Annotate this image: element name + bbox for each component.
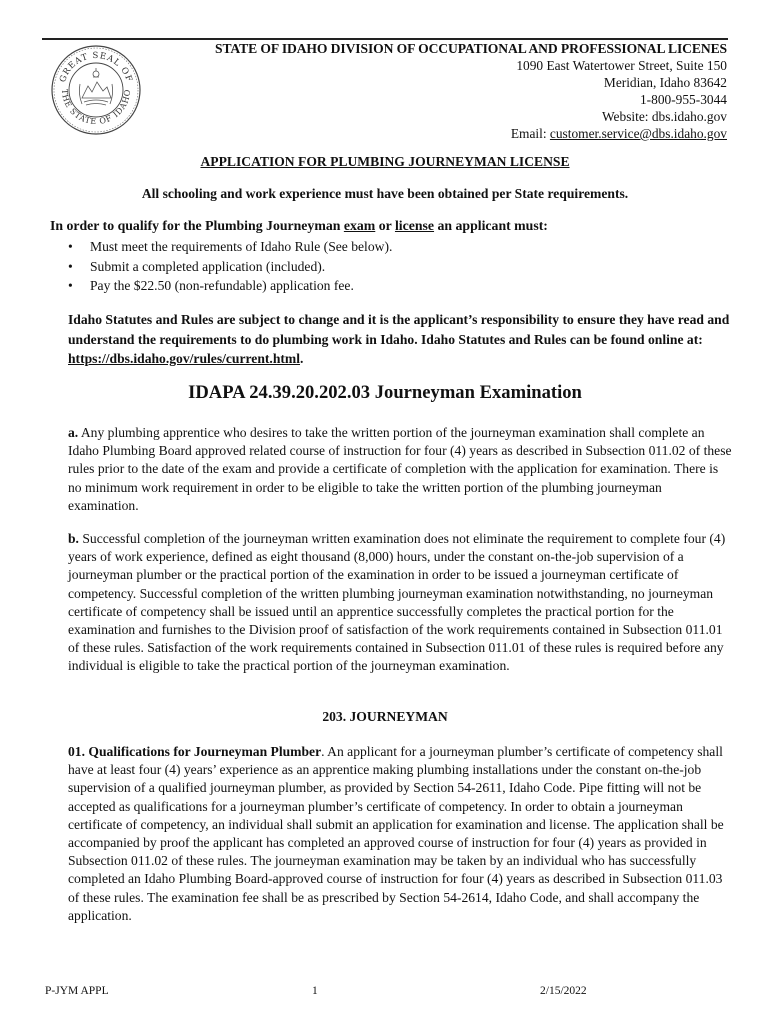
paragraph-01: 01. Qualifications for Journeyman Plumber. An applicant for a journeyman plumber’s certificate of competency shall have at least four (4) years’ experience as an apprentice making plumbing installations under the constant on-the-job supervision of a qualified journeyman plumber, as provided by Section 54-2611, Idaho Code. Pipe fitting will not be accepted as qualifications for a journeyman plumber’s certificate of competency. In order to obtain a journeyman certificate of competency, an individual shall submit an application for examination and license. The application shall be accompanied by proof the applicant has completed an approved course of instruction for four (4) years as provided in Subsection 011.02 of these rules. The journeyman examination may be taken by an individual who has successfully completed an Idaho Plumbing Board-approved course of instruction for four (4) years as described in Subsection 011.03 of these rules. The examination fee shall be as prescribed by Section 54-2614, Idaho Code, and shall accompany the application. xyxy=(68,744,724,923)
phone-number: 1-800-955-3044 xyxy=(639,92,727,107)
list-item: • Must meet the requirements of Idaho Rule (See below). xyxy=(68,237,392,257)
paragraph-a: a. Any plumbing apprentice who desires to take the written portion of the journeyman examination shall complete an Idaho Plumbing Board approved related course of instruction for four (4) years as described in Subsection 011.02 of these rules prior to the date of the exam and provide a certificate of completion with the application for examination. There is no minimum work requirement in order to be eligible to take the written portion of the plumbing journeyman examination. xyxy=(68,425,732,513)
requirements-list xyxy=(68,237,392,296)
list-item: • Submit a completed application (included). xyxy=(68,257,392,277)
footer-form-id: P-JYM APPL xyxy=(45,985,109,997)
qualify-heading: In order to qualify for the Plumbing Journeyman exam or license an applicant must: xyxy=(50,218,548,233)
paragraph-b-label: b. xyxy=(68,531,79,546)
exam-word: exam xyxy=(343,218,376,233)
application-title: APPLICATION FOR PLUMBING JOURNEYMAN LICENSE xyxy=(200,154,570,169)
header-rule xyxy=(42,38,728,40)
license-word: license xyxy=(394,218,435,233)
address-street: 1090 East Watertower Street, Suite 150 xyxy=(516,58,727,73)
paragraph-a-label: a. xyxy=(68,425,79,440)
bullet-icon: • xyxy=(68,258,73,274)
email-link[interactable]: customer.service@dbs.idaho.gov xyxy=(549,126,727,141)
agency-name: STATE OF IDAHO DIVISION OF OCCUPATIONAL AND PROFESSIONAL LICENES xyxy=(214,41,727,56)
requirements-notice: All schooling and work experience must have been obtained per State requirements. xyxy=(141,186,629,201)
email-line xyxy=(511,125,727,142)
idaho-state-seal xyxy=(50,44,142,136)
statutes-notice: Idaho Statutes and Rules are subject to change and it is the applicant’s responsibility to ensure they have read and understand the requirements to do plumbing work in Idaho. Idaho Statutes and Rules can be found online at: https://dbs.idaho.gov/rules/current.html. xyxy=(68,312,730,366)
paragraph-b: b. Successful completion of the journeyman written examination does not eliminate the requirement to complete four (4) years of work experience, defined as eight thousand (8,000) hours, under the constant on-the-job supervision of a journeyman plumber or the practical portion of the examination in order to be issued a journeyman certificate of competency. Successful completion of the written plumbing journeyman examination notwithstanding, no journeyman certificate of competency shall be issued until an apprentice successfully completes the practical portion for the examination and furnishes to the Division proof of satisfaction of the work requirements contained in Subsection 011.01 of these rules. Satisfaction of the work requirements contained in Subsection 011.01 of these rules is required before any individual is eligible to take the practical portion of the journeyman examination. xyxy=(68,531,726,674)
email-label: Email: xyxy=(510,126,550,141)
rules-url-link[interactable]: https://dbs.idaho.gov/rules/current.html xyxy=(68,351,301,366)
bullet-icon: • xyxy=(68,239,73,254)
website: Website: dbs.idaho.gov xyxy=(601,109,727,124)
list-item: • Pay the $22.50 (non-refundable) application fee. xyxy=(68,276,392,296)
seal-ring-bottom-text: THE STATE OF IDAHO xyxy=(59,88,133,127)
idapa-heading: IDAPA 24.39.20.202.03 Journeyman Examination xyxy=(188,382,582,403)
paragraph-01-label: 01. Qualifications for Journeyman Plumber xyxy=(68,744,322,759)
seal-emblem-icon xyxy=(79,68,112,105)
bullet-icon: • xyxy=(68,278,73,293)
seal-ring-top-text: GREAT SEAL OF xyxy=(58,50,134,84)
footer-date: 2/15/2022 xyxy=(540,985,587,997)
footer-page-number: 1 xyxy=(312,985,318,997)
address-city: Meridian, Idaho 83642 xyxy=(603,75,727,90)
address-block xyxy=(511,57,727,142)
section-203-heading: 203. JOURNEYMAN xyxy=(322,709,448,724)
